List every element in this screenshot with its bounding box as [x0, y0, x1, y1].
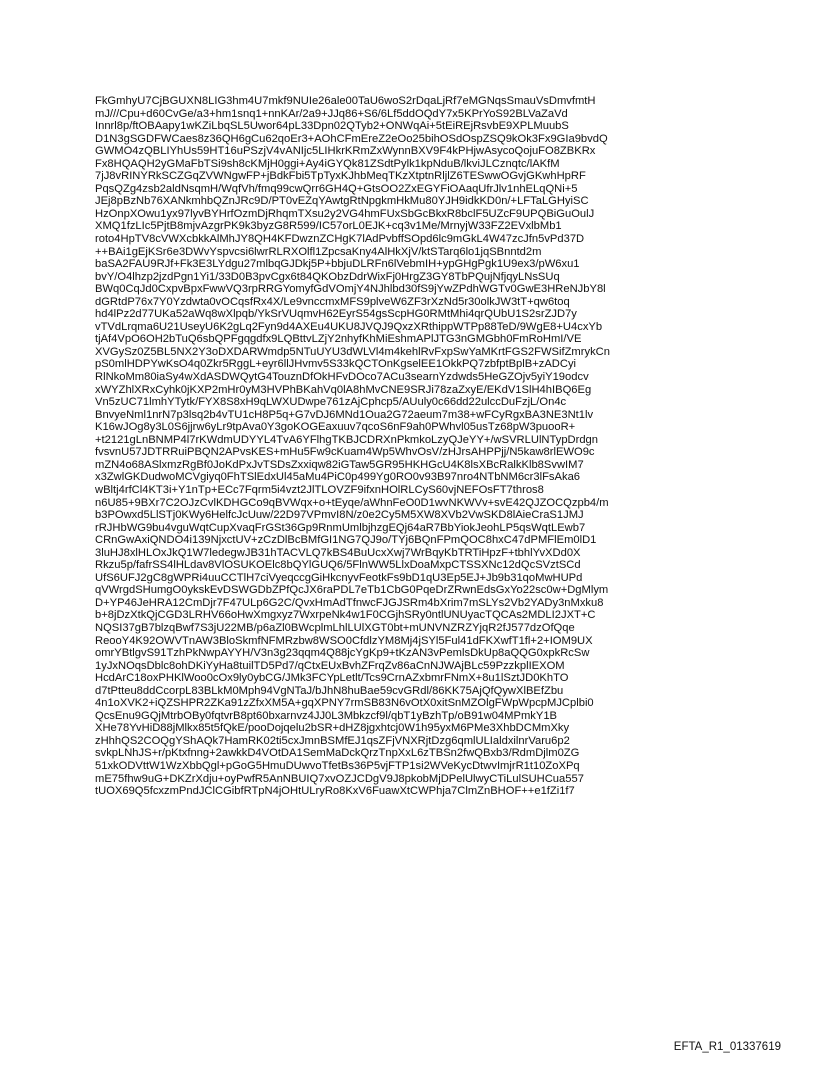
text-line: Innrl8p/ftOBAapy1wKZiLbqSL5Uwor64pL33Dpn02QTyb2+ONWqAi+5tEiREjRsvbE9XPLMuubS	[95, 120, 569, 133]
text-line: Fx8HQAQH2yGMaFbTSi9sh8cKMjH0ggi+Ay4iGYQk81ZSdtPylk1kpNduB/lkviJLCznqtc/lAKfM	[95, 157, 560, 170]
text-line: qVWrgdSHumgO0ykskEvDSWGDbZPfQcJX6raPDL7eTb1CbG0PqeDrZRwnEdsGxYo22sc0w+DgMlym	[95, 584, 609, 597]
document-id-stamp: EFTA_R1_01337619	[673, 1041, 781, 1053]
text-line: XHe78YvHiD88jMlkx85t5fQkE/pooDojqelu2bSR+dHZ8jgxhtcj0W1h95yxM6PMe3XhbDCMmXky	[95, 722, 570, 735]
text-line: XVGySz0Z5BL5NX2Y3oDXDARWmdp5NTuUYU3dWLVl4m4kehlRvFxpSwYaMKrtFGS2FWSifZmrykCn	[95, 345, 610, 358]
text-line: Vn5zUC71lmhYTytk/FYX8S8xH9qLWXUDwpe761zAjCphcp5/AUuly0c66dd22ulccDuFzjL/On4c	[95, 396, 567, 409]
text-line: roto4HpTV8cVWXcbkkAlMhJY8QH4KFDwznZCHgK7lAdPvbffSOpd6lc9mGkL4W47zcJfn5vPd37D	[95, 233, 585, 246]
text-line: baSA2FAU9RJf+Fk3E3LYdgu27mlbqGJDkj5P+bbjuDLRFn6lVebmIH+ypGHgPgk1U9ex3/pW6xu1	[95, 258, 580, 271]
text-line: CRnGwAxiQNDO4i139NjxctUV+zCzDlBcBMfGI1NG7QJ9o/TYj6BQnFPmQOC8hxC47dPMFlEm0lD1	[95, 534, 597, 547]
text-line: D+YP46JeHRA12CmDjr7F47ULp6G2C/QvxHmAdTfnwcFJGJSRm4bXrim7mSLYs2Vb2YADy3nMxku8	[95, 596, 604, 609]
text-line: HzOnpXOwu1yx97lyvBYHrfOzmDjRhqmTXsu2y2VG4hmFUxSbGcBkxR8bclF5UZcF9UPQBiGuOulJ	[95, 207, 595, 220]
text-line: FkGmhyU7CjBGUXN8LIG3hm4U7mkf9NUIe26ale00TaU6woS2rDqaLjRf7eMGNqsSmauVsDmvfmtH	[95, 95, 596, 107]
text-line: PqsQZg4zsb2aldNsqmH/WqfVh/fmq99cwQrr6GH4Q+GtsOO2ZxEGYFiOAaqUfrJlv1nhELqQNi+5	[95, 182, 578, 195]
text-line: zHhhQS2COQgYShAQk7HamRK02ti5cxJmnBSMfEJ1qsZFjVNXRjtDzg6qmlULIaldxilnrVaru6p2	[95, 734, 570, 747]
encoded-text-block	[95, 95, 745, 798]
text-line: 51xkODVttW1WzXbbQgl+pGoG5HmuDUwvoTfetBs36P5vjFTP1si2WVeKycDtwvImjrR1t10ZoXPq	[95, 759, 580, 772]
text-line: xWYZhlXRxCyhk0jKXP2mHr0yM3HVPhBKahVq0lA8hMvCNE9SRJi78zaZxyE/EKdV1SlH4hIBQ6Eg	[95, 383, 592, 396]
text-line: rRJHbWG9bu4vguWqtCupXvaqFrGSt36Gp9RnmUmlbjhzgEQj64aR7BbYiokJeohLP5qsWqtLEwb7	[95, 521, 586, 534]
text-line: 4n1oXVK2+iQZSHPR2ZKa91zZfxXM5A+gqXPNY7rmSB83N6vOtX0xitSnMZOlgFWpWpcpMJCplbi0	[95, 697, 594, 710]
text-line: JEj8pBzNb76XANkmhbQZnJRc9D/PT0vEZqYAwtgRtNpgkmHkMu80YJH9idkKD0n/+LFTaLGHyiSC	[95, 195, 589, 208]
text-line: K16wJOg8y3L0S6jjrw6yLr9tpAva0Y3goKOGEaxuuv7qcoS6nF9ah0PWhvl05usTz68pW3puooR+	[95, 421, 576, 434]
text-line: dGRtdP76x7Y0Yzdwta0vOCqsfRx4X/Le9vnccmxMFS9plveW6ZF3rXzNd5r30olkJW3tT+qw6toq	[95, 295, 570, 308]
text-line: GWMO4zQBLIYhUs59HT16uPSzjV4vANIjc5LIHkrKRmZxWynnBXV9F4kPHjwAsycoQojuFO8ZBKRx	[95, 145, 596, 158]
text-line: mJ///Cpu+d60CvGe/a3+hm1snq1+nnKAr/2a9+JJq86+S6/6Lf5ddOQdY7x5KPrYoS92BLVaZaVd	[95, 107, 568, 120]
text-line: d7tPtteu8ddCcorpL83BLkM0Mph94VgNTaJ/bJhN8huBae59cvGRdl/86KK75AjQfQywXlBEfZbu	[95, 684, 564, 697]
text-line: hd4lPz2d77UKa52aWq8wXlpqb/YkSrVUqmvH62EyrS54gsScpHG0RMtMhi4qrQUbU1S2srZJD7y	[95, 308, 577, 321]
text-line: mZN4o68ASlxmzRgBf0JoKdPxJvTSDsZxxiqw82iGTaw5GR95HKHGcU4K8lsXBcRalkKlb8SvwIM7	[95, 458, 584, 471]
text-line: 3luHJ8xlHLOxJkQ1W7ledegwJB31hTACVLQ7kBS4BuUcxXwj7WrBqyKbTRTiHpzF+tbhlYvXDd0X	[95, 546, 581, 559]
text-line: 1yJxNOqsDblc8ohDKiYyHa8tuilTD5Pd7/qCtxEUxBvhZFrqZv86aCnNJWAjBLc59PzzkplIEXOM	[95, 659, 565, 672]
text-line: tjAf4VpO6OH2bTuQ6sbQPFgqgdfx9LQBttvLZjY2nhyfKhMiEshmAPlJTG3nGMGbh0FmRoHmI/VE	[95, 333, 582, 346]
text-line: wBltj4rfCl4KT3i+Y1nTp+ECc7Fqrm5i4vzt2JlTLOVZF9ifxnHOlRLCyS60vjNEFOsFT7thros8	[95, 483, 544, 496]
text-line: +t2121gLnBNMP4l7rKWdmUDYYL4TvA6YFlhgTKBJCDRXnPkmkoLzyQJeYY+/wSVRLUlNTypDrdgn	[95, 433, 599, 446]
text-line: tUOX69Q5fcxzmPndJClCGibfRTpN4jOHtULryRo8KxV6FuawXtCWPhja7ClmZnBHOF++e1fZi1f7	[95, 785, 575, 798]
text-line: x3ZwlGKDudwoMCVgiyq0FhTSlEdxUl45aMu4PiC0p499Yg0RO0v93B97nro4NTbNM6cr3lFsAka6	[95, 471, 581, 484]
text-line: mE75fhw9uG+DKZrXdju+oyPwfR5AnNBUIQ7xvOZJCDgV9J8pkobMjDPelUlwyCTiLulSUHCua557	[95, 772, 584, 785]
text-line: NQSI37gB7blzqBwf7S3jU22MB/p6aZl0BWcplmLhlLUlXGT0bt+mUNVNZRZYjqR2fJ577dzOfQqe	[95, 621, 575, 634]
text-line: ++BAi1gEjKSr6e3DWvYspvcsi6lwrRLRXOlfl1ZpcsaKny4AlHkXjV/ktSTarq6lo1jqSBnntd2m	[95, 245, 542, 258]
text-line: Rkzu5p/fafrSS4lHLdav8VlOSUKOElc8bQYlGUQ6/5FlnWW5LlxDoaMxpCTSSXNc12dQcSVztSCd	[95, 559, 581, 572]
text-line: BnvyeNml1nrN7p3lsq2b4vTU1cH8P5q+G7vDJ6MNd1Oua2G72aeum7m38+wFCyRgxBA3NE3Nt1lv	[95, 408, 594, 421]
text-line: BWq0CqJd0CxpvBpxFwwVQ3rpRRGYomyfGdVOmjY4NJhlbd30fS9jYwZPdhWGTv0GwE3HReNJbY8l	[95, 283, 606, 296]
text-line: RlNkoMm80iaSy4wXdASDWQytG4TouznDfOkHFvDOco7ACu3searnYzdwds5HeGZOjv5yiY19odcv	[95, 371, 589, 384]
text-line: QcsEnu9GQjMtrbOBy0fqtvrB8pt60bxarnvz4JJ0L3Mbkzcf9l/qbT1yBzhTp/oB91w04MPmkY1B	[95, 709, 557, 722]
text-line: 7jJ8vRINYRkSCZGqZVWNgwFP+jBdkFbi5TpTyxKJhbMeqTKzXtptnRljlZ6TESwwOGvjGKwhHpRF	[95, 170, 586, 183]
text-line: omrYBtlgvS91TzhPkNwpAYYH/V3n3g23qqm4Q88jcYgKp9+tKzAN3vPemlsDkUp8aQQG0xpkRcSw	[95, 647, 590, 660]
text-line: UfS6UFJ2gC8gWPRi4uuCCTlH7ciVyeqccgGiHkcnyvFeotkFs9bD1qU3Ep5EJ+Jb9b31qoMwHUPd	[95, 571, 583, 584]
text-line: fvsvnU57JDTRRuiPBQN2APvsKES+mHu5Fw9cKuam4Wp5WhvOsV/zHJrsAHPPjj/N5kaw8rlEWO9c	[95, 446, 595, 459]
text-line: pS0mlHDPYwKsO4q0Zkr5RggL+eyr6llJHvmv5S33kQCTOnKgselEE1OkkPQ7zbfptBplB+zADCyi	[95, 358, 577, 371]
text-line: svkpLNhJS+r/pKtxfnng+2awkkD4VOtDA1SemMaDckQrzTnpXxL6zTBSn2fwQBxb3/RdmDjlm0ZG	[95, 747, 580, 760]
text-line: D1N3gSGDFWCaes8z36QH6gCu62qoEr3+AOhCFmEreZ2eOo25bihOSdOspZSQ9kOk3Fx9GIa9bvdQ	[95, 132, 608, 145]
text-line: bvY/O4lhzp2jzdPgn1Yi1/33D0B3pvCgx6t84QKObzDdrWixFj0HrgZ3GY8TbPQujNfjqyLNsSUq	[95, 270, 560, 283]
text-line: b3POwxd5LlSTj0KWy6HelfcJcUuw/22D97VPmvI8N/z0e2Cy5M5XW8XVb2VwSKD8lAieCraS1JMJ	[95, 509, 584, 522]
text-line: n6U85+9BXr7C2OJzCvlKDHGCo9qBVWqx+o+tEyqe/aWhnFeO0D1wvNKWVv+svE42QJZOCQzpb4/m	[95, 496, 609, 509]
text-line: ReooY4K92OWVTnAW3BloSkmfNFMRzbw8WSO0CfdlzYM8Mj4jSYl5Ful41dFKXwfT1fl+2+IOM9UX	[95, 634, 593, 647]
text-line: vTVdLrqma6U21UseyU6K2gLq2Fyn9d4AXEu4UKU8JVQJ9QxzXRthippWTPp88TeD/9WgE8+U4cxYb	[95, 320, 603, 333]
text-line: HcdArC18oxPHKlWoo0cOx9ly0ybCG/JMk3FCYpLetlt/Tcs9CrnAZxbmrFNmX+8u1lSztJD0KhTO	[95, 672, 569, 685]
text-line: b+8jDzXtkQjCGD3LRHV66oHwXmgxyz7WxrpeNk4w1F0CGjhSRy0ntlUNUyacTQCAs2MDLI2JXT+C	[95, 609, 596, 622]
text-line: XMQ1fzLIc5PjtB8mjvAzgrPK9k3byzG8R599/IC57orL0EJK+cq3v1Me/MrnyjW33FZ2EVxlbMb1	[95, 220, 562, 233]
